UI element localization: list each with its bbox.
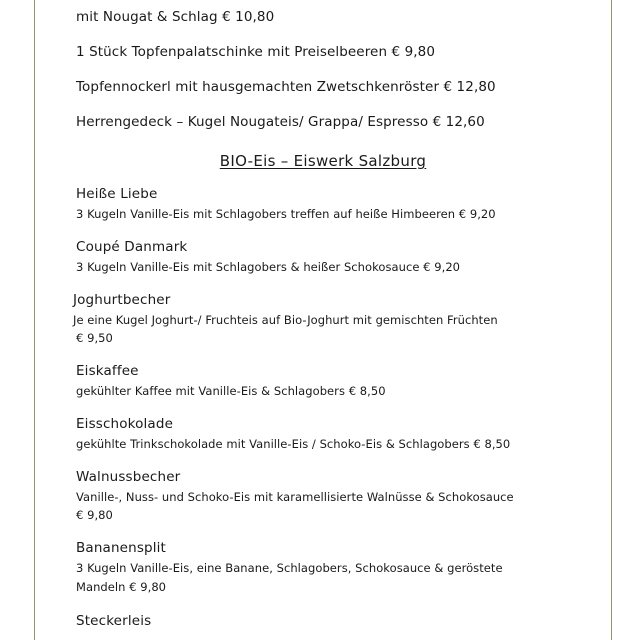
ice-item-description: 3 Kugeln Vanille-Eis, eine Banane, Schlagobers, Schokosauce & geröstete — [76, 561, 503, 575]
ice-item-description: Je eine Kugel Joghurt-/ Fruchteis auf Bio-Joghurt mit gemischten Früchten — [73, 313, 498, 327]
ice-item-name: Eiskaffee — [76, 363, 139, 379]
ice-item-description: gekühlte Trinkschokolade mit Vanille-Eis / Schoko-Eis & Schlagobers € 8,50 — [76, 437, 511, 451]
ice-item-name: Walnussbecher — [76, 469, 181, 485]
ice-item-name: Heiße Liebe — [76, 186, 158, 202]
menu-item-line: 1 Stück Topfenpalatschinke mit Preiselbeeren € 9,80 — [76, 44, 436, 60]
menu-item-line: mit Nougat & Schlag € 10,80 — [76, 9, 275, 25]
ice-item-name: Coupé Danmark — [76, 239, 188, 255]
ice-item-name: Eisschokolade — [76, 416, 174, 432]
ice-item-description: € 9,80 — [76, 508, 113, 522]
ice-item-name: Joghurtbecher — [73, 292, 171, 308]
ice-item-description: Vanille-, Nuss- und Schoko-Eis mit karamellisierte Walnüsse & Schokosauce — [76, 490, 514, 504]
ice-item-description: 3 Kugeln Vanille-Eis mit Schlagobers treffen auf heiße Himbeeren € 9,20 — [76, 207, 496, 221]
ice-item-description: 3 Kugeln Vanille-Eis mit Schlagobers & heißer Schokosauce € 9,20 — [76, 260, 461, 274]
ice-item-description: gekühlter Kaffee mit Vanille-Eis & Schlagobers € 8,50 — [76, 384, 386, 398]
section-heading: BIO-Eis – Eiswerk Salzburg — [219, 152, 427, 170]
menu-item-line: Topfennockerl mit hausgemachten Zwetschkenröster € 12,80 — [76, 79, 496, 95]
menu-page — [34, 0, 612, 640]
ice-item-name: Bananensplit — [76, 540, 166, 556]
menu-item-line: Herrengedeck – Kugel Nougateis/ Grappa/ Espresso € 12,60 — [76, 114, 485, 130]
ice-item-description: € 9,50 — [76, 331, 113, 345]
ice-item-description: Mandeln € 9,80 — [76, 580, 167, 594]
ice-item-name: Steckerleis — [76, 613, 152, 629]
